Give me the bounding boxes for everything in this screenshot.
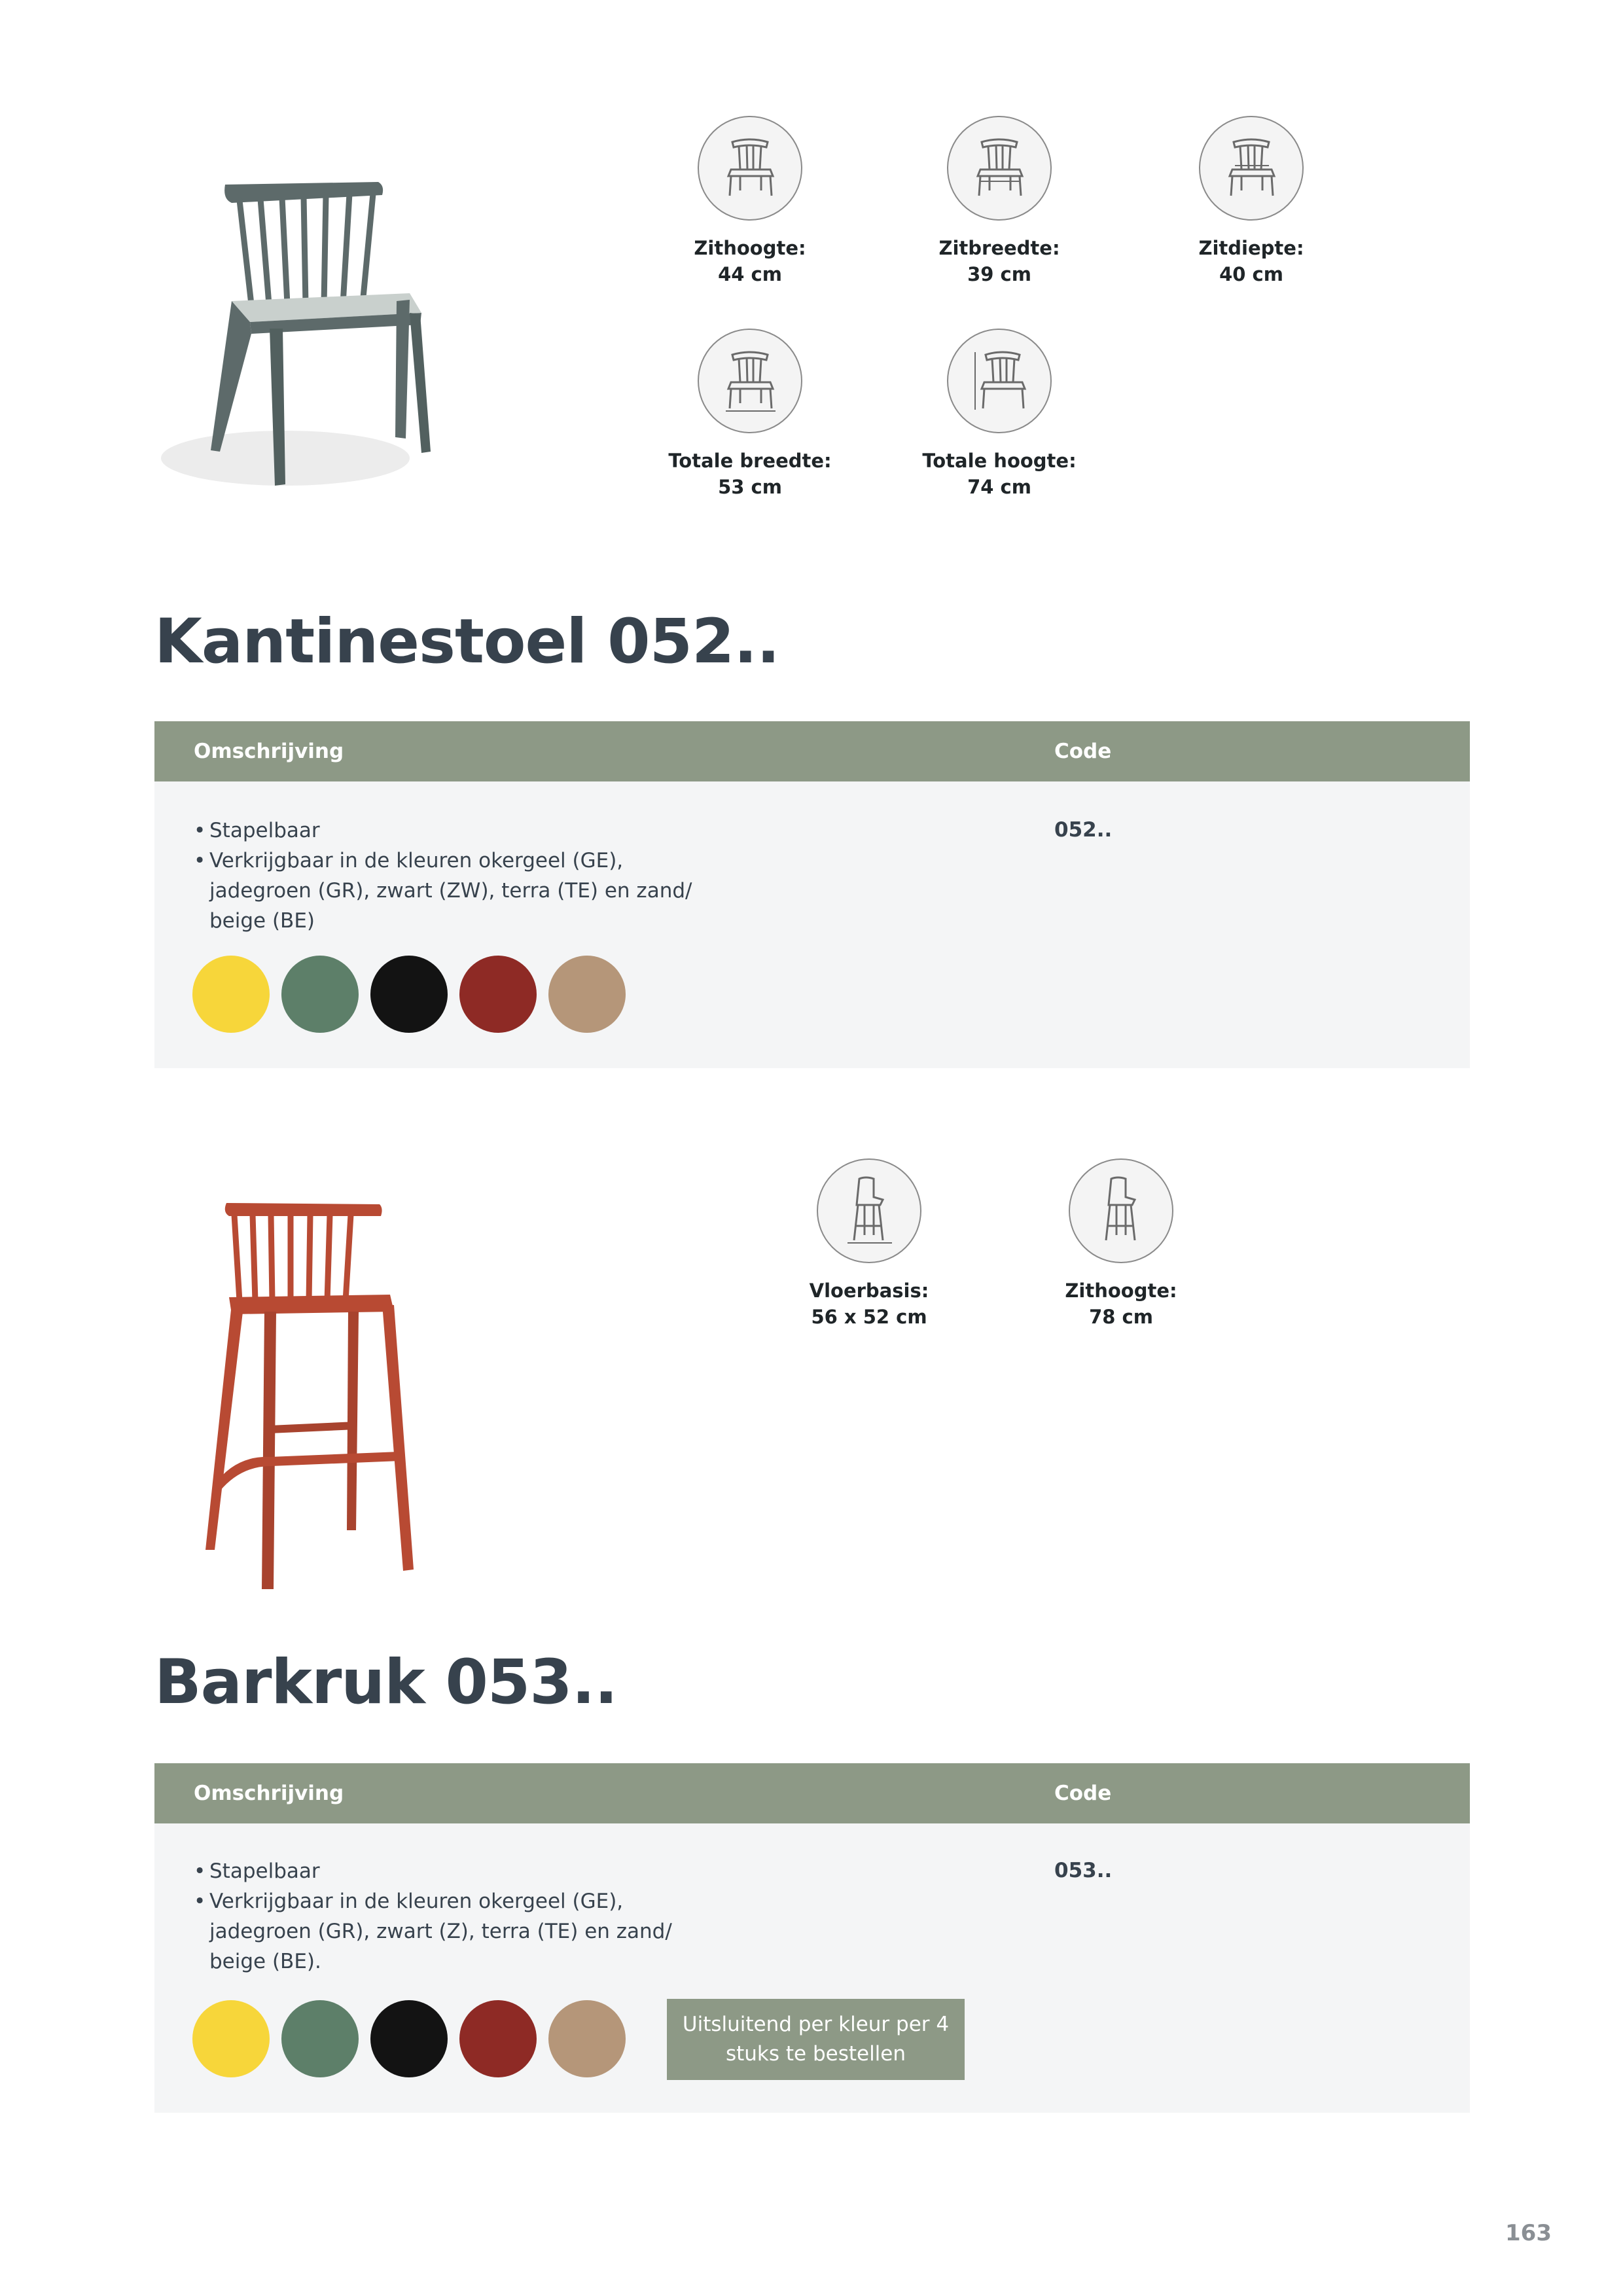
spec-label: Totale hoogte: bbox=[922, 450, 1077, 472]
description-bullet: • Stapelbaar bbox=[194, 1856, 672, 1886]
spec-value: 56 x 52 cm bbox=[811, 1306, 927, 1328]
description-bullet: • Verkrijgbaar in de kleuren okergeel (GE), bbox=[194, 846, 692, 876]
spec-label: Zitbreedte: bbox=[938, 237, 1060, 259]
chair-seat-depth-icon bbox=[1199, 116, 1304, 221]
spec-value: 40 cm bbox=[1219, 263, 1283, 285]
column-code: Code bbox=[1054, 740, 1112, 763]
product-description bbox=[194, 816, 692, 936]
swatch-jadegroen bbox=[281, 956, 359, 1033]
spec-label: Vloerbasis: bbox=[809, 1280, 929, 1302]
swatch-terra bbox=[459, 956, 537, 1033]
spec-seat-height bbox=[645, 116, 855, 287]
spec-seat-height bbox=[1016, 1158, 1226, 1330]
red-bar-stool-image bbox=[183, 1196, 432, 1596]
spec-label: Zitdiepte: bbox=[1198, 237, 1304, 259]
product-description bbox=[194, 1856, 672, 1977]
chair-seat-width-icon bbox=[947, 116, 1052, 221]
spec-value: 39 cm bbox=[967, 263, 1031, 285]
stool-seat-height-icon bbox=[1069, 1158, 1173, 1263]
bullet-icon: • bbox=[194, 819, 206, 842]
grey-chair-image bbox=[154, 177, 436, 497]
spec-total-width bbox=[645, 329, 855, 500]
product-code: 052.. bbox=[1054, 818, 1113, 842]
table-row bbox=[154, 781, 1470, 1068]
description-line: beige (BE) bbox=[209, 909, 315, 933]
bullet-icon: • bbox=[194, 1859, 206, 1883]
description-line: jadegroen (GR), zwart (Z), terra (TE) en zand/ bbox=[209, 1920, 672, 1943]
description-line: beige (BE). bbox=[209, 1950, 321, 1973]
chair-total-width-icon bbox=[698, 329, 802, 433]
stool-floor-base-icon bbox=[817, 1158, 921, 1263]
table-header bbox=[154, 721, 1470, 781]
spec-value: 53 cm bbox=[718, 476, 782, 498]
spec-total-height bbox=[895, 329, 1104, 500]
order-notice: Uitsluitend per kleur per 4 stuks te bestellen bbox=[667, 1999, 965, 2080]
product-code: 053.. bbox=[1054, 1859, 1113, 1882]
swatch-jadegroen bbox=[281, 2000, 359, 2077]
product-title: Barkruk 053.. bbox=[154, 1647, 618, 1718]
swatch-terra bbox=[459, 2000, 537, 2077]
bullet-icon: • bbox=[194, 849, 206, 872]
swatch-zwart bbox=[370, 2000, 448, 2077]
swatch-okergeel bbox=[192, 956, 270, 1033]
color-swatches bbox=[192, 2000, 626, 2077]
bullet-icon: • bbox=[194, 1890, 206, 1913]
spec-seat-depth bbox=[1147, 116, 1356, 287]
description-line: jadegroen (GR), zwart (ZW), terra (TE) en zand/ bbox=[209, 879, 692, 903]
column-omschrijving: Omschrijving bbox=[194, 740, 344, 763]
spec-value: 44 cm bbox=[718, 263, 782, 285]
column-code: Code bbox=[1054, 1782, 1112, 1805]
swatch-zwart bbox=[370, 956, 448, 1033]
swatch-okergeel bbox=[192, 2000, 270, 2077]
spec-label: Totale breedte: bbox=[668, 450, 832, 472]
product-title: Kantinestoel 052.. bbox=[154, 606, 779, 677]
table-row bbox=[154, 1823, 1470, 2113]
column-omschrijving: Omschrijving bbox=[194, 1782, 344, 1805]
swatch-zand-beige bbox=[548, 956, 626, 1033]
description-bullet: • Stapelbaar bbox=[194, 816, 692, 846]
spec-label: Zithoogte: bbox=[694, 237, 806, 259]
spec-value: 74 cm bbox=[967, 476, 1031, 498]
chair-total-height-icon bbox=[947, 329, 1052, 433]
chair-seat-height-icon bbox=[698, 116, 802, 221]
spec-seat-width bbox=[895, 116, 1104, 287]
color-swatches bbox=[192, 956, 626, 1033]
description-bullet: • Verkrijgbaar in de kleuren okergeel (GE), bbox=[194, 1886, 672, 1916]
table-header bbox=[154, 1763, 1470, 1823]
spec-label: Zithoogte: bbox=[1065, 1280, 1177, 1302]
page-number: 163 bbox=[1505, 2220, 1552, 2246]
spec-floor-base bbox=[764, 1158, 974, 1330]
swatch-zand-beige bbox=[548, 2000, 626, 2077]
spec-value: 78 cm bbox=[1089, 1306, 1153, 1328]
